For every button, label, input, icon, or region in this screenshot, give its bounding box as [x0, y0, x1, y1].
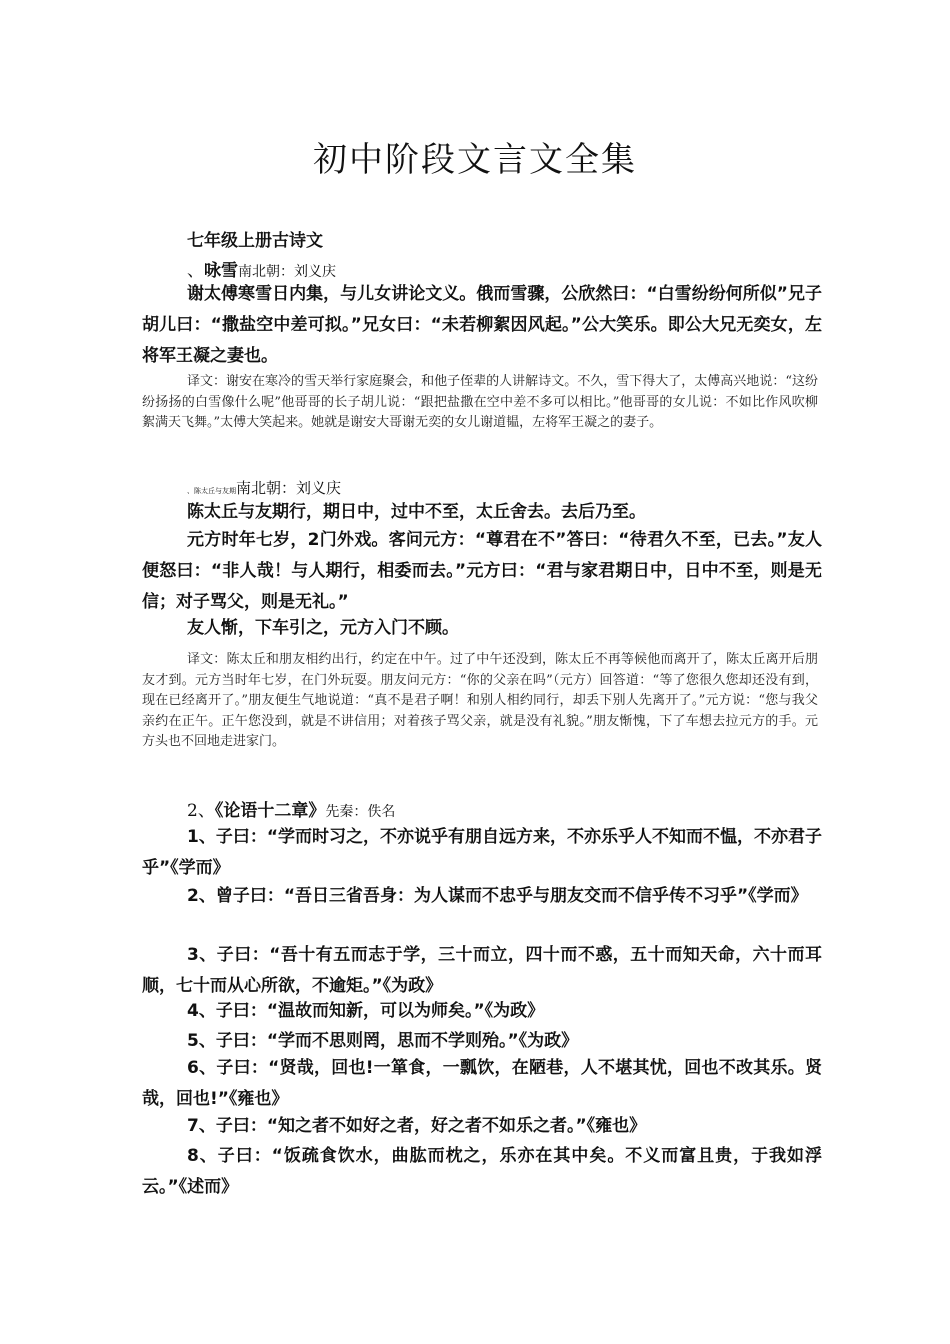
- lunyu-item-7: 7、子曰：“知之者不如好之者，好之者不如乐之者。”《雍也》: [187, 1116, 647, 1136]
- piece1-heading: [187, 256, 336, 281]
- piece1-text: 谢太傅寒雪日内集，与儿女讲论文义。俄而雪骤，公欣然曰：“白雪纷纷何所似”兄子胡儿曰：“撒盐空中差可拟。”兄女曰：“未若柳絮因风起。”公大笑乐。即公大兄无奕女，左将军王凝之妻也。: [142, 284, 822, 366]
- piece3-number: 2、: [187, 801, 215, 821]
- lunyu-item-8: 8、子曰：“饭疏食饮水，曲肱而枕之，乐亦在其中矣。不义而富且贵，于我如浮云。”《述而》: [142, 1146, 822, 1197]
- lunyu-item-5: 5、子曰：“学而不思则罔，思而不学则殆。”《为政》: [187, 1031, 579, 1051]
- piece1-prefix: 、: [187, 261, 204, 281]
- piece1-title: 咏雪: [204, 261, 238, 281]
- piece3-heading: [187, 796, 395, 821]
- piece2-para3: 友人惭，下车引之，元方入门不顾。: [187, 618, 459, 638]
- section-title: 七年级上册古诗文: [187, 231, 323, 251]
- piece1-translation: 译文：谢安在寒冷的雪天举行家庭聚会，和他子侄辈的人讲解诗文。不久，雪下得大了，太傅高兴地说：“这纷纷扬扬的白雪像什么呢”他哥哥的长子胡儿说：“跟把盐撒在空中差不多可以相比。”他哥哥的女儿说：不如比作风吹柳絮满天飞舞。”太傅大笑起来。她就是谢安大哥谢无奕的女儿谢道韫，左将军王凝之的妻子。: [142, 374, 818, 430]
- piece2-heading: [187, 477, 341, 498]
- lunyu-item-6: 6、子曰：“贤哉，回也!一箪食，一瓢饮，在陋巷，人不堪其忧，回也不改其乐。贤哉，回也!”《雍也》: [142, 1058, 822, 1109]
- lunyu-item-4: 4、子曰：“温故而知新，可以为师矣。”《为政》: [187, 1001, 545, 1021]
- piece3-title: 《论语十二章》: [214, 801, 326, 821]
- piece2-para2: 元方时年七岁，2门外戏。客问元方：“尊君在不”答曰：“待君久不至，已去。”友人便怒曰：“非人哉！与人期行，相委而去。”元方曰：“君与家君期日中，日中不至，则是无信；对子骂父，则是无礼。”: [142, 530, 822, 612]
- lunyu-item-2: 2、曾子曰：“吾日三省吾身：为人谋而不忠乎与朋友交而不信乎传不习乎”《学而》: [187, 886, 808, 906]
- piece1-author: 南北朝：刘义庆: [238, 264, 336, 280]
- piece2-para1: 陈太丘与友期行，期日中，过中不至，太丘舍去。去后乃至。: [187, 502, 646, 522]
- piece2-translation: 译文：陈太丘和朋友相约出行，约定在中午。过了中午还没到，陈太丘不再等候他而离开了，陈太丘离开后朋友才到。元方当时年七岁，在门外玩耍。朋友问元方：“你的父亲在吗”（元方）回答道：“等了您很久您却还没有到，现在已经离开了。”朋友便生气地说道：“真不是君子啊！和别人相约同行，却丢下别人先离开了。”元方说：“您与我父亲约在正午。正午您没到，就是不讲信用；对着孩子骂父亲，就是没有礼貌。”朋友惭愧，下了车想去拉元方的手。元方头也不回地走进家门。: [142, 652, 818, 749]
- piece3-author: 先秦：佚名: [325, 804, 396, 820]
- piece2-title: 、陈太丘与友期: [187, 487, 236, 495]
- lunyu-item-1: 1、子曰：“学而时习之，不亦说乎有朋自远方来，不亦乐乎人不知而不愠，不亦君子乎”《学而》: [142, 827, 822, 878]
- lunyu-item-3: 3、子曰：“吾十有五而志于学，三十而立，四十而不惑，五十而知天命，六十而耳顺，七十而从心所欲，不逾矩。”《为政》: [142, 945, 822, 996]
- document-title: 初中阶段文言文全集: [313, 140, 637, 180]
- piece2-author: 南北朝：刘义庆: [236, 479, 342, 497]
